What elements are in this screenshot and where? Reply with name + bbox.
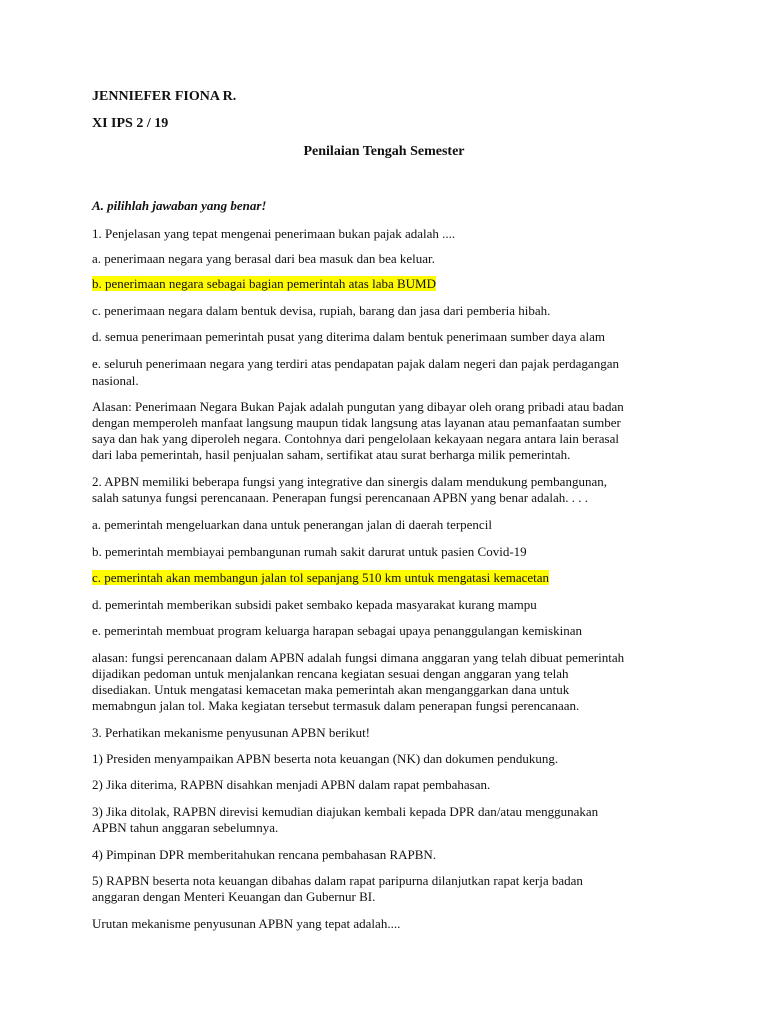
q2-reason-line1: alasan: fungsi perencanaan dalam APBN adalah fungsi dimana anggaran yang telah dibuat pemerintah <box>92 650 625 665</box>
q1-option-e-line2: nasional. <box>92 373 139 388</box>
q1-reason-line3: saya dan hak yang diperoleh negara. Contohnya dari pengelolaan kekayaan negara antara lain berasal <box>92 431 619 446</box>
q3-statement-4: 4) Pimpinan DPR memberitahukan rencana pembahasan RAPBN. <box>92 847 437 862</box>
q1-option-b <box>92 276 682 292</box>
q2-reason-line3: disediakan. Untuk mengatasi kemacetan maka pemerintah akan menganggarkan dana untuk <box>92 682 570 697</box>
student-class: XI IPS 2 / 19 <box>92 116 169 131</box>
q1-option-d: d. semua penerimaan pemerintah pusat yang diterima dalam bentuk penerimaan sumber daya alam <box>92 329 605 344</box>
question-3: 3. Perhatikan mekanisme penyusunan APBN berikut! <box>92 725 371 740</box>
q3-statement-5-line2: anggaran dengan Menteri Keuangan dan Gubernur BI. <box>92 889 376 904</box>
q2-option-b: b. pemerintah membiayai pembangunan rumah sakit darurat untuk pasien Covid-19 <box>92 544 527 559</box>
q3-statement-1: 1) Presiden menyampaikan APBN beserta nota keuangan (NK) dan dokumen pendukung. <box>92 751 559 766</box>
q3-statement-3-line1: 3) Jika ditolak, RAPBN direvisi kemudian diajukan kembali kepada DPR dan/atau menggunakan <box>92 804 599 819</box>
q1-reason-line1: Alasan: Penerimaan Negara Bukan Pajak adalah pungutan yang dibayar oleh orang pribadi atau badan <box>92 399 624 414</box>
student-name: JENNIEFER FIONA R. <box>92 89 237 104</box>
q2-reason-line2: dijadikan pedoman untuk menjalankan rencana kegiatan sesuai dengan anggaran yang telah <box>92 666 569 681</box>
section-instruction: A. pilihlah jawaban yang benar! <box>92 198 267 213</box>
question-2-line2: salah satunya fungsi perencanaan. Penerapan fungsi perencanaan APBN yang benar adalah. . . . <box>92 490 588 505</box>
q2-option-c-highlight: c. pemerintah akan membangun jalan tol sepanjang 510 km untuk mengatasi kemacetan <box>92 570 550 585</box>
page-title: Penilaian Tengah Semester <box>303 144 465 159</box>
q1-reason-line4: dari laba pemerintah, hasil penjualan saham, sertifikat atau surat berharga milik pemerintah. <box>92 447 571 462</box>
q2-option-d: d. pemerintah memberikan subsidi paket sembako kepada masyarakat kurang mampu <box>92 597 537 612</box>
q2-option-e: e. pemerintah membuat program keluarga harapan sebagai upaya penanggulangan kemiskinan <box>92 623 582 638</box>
q3-statement-5-line1: 5) RAPBN beserta nota keuangan dibahas dalam rapat paripurna dilanjutkan rapat kerja badan <box>92 873 583 888</box>
q2-option-a: a. pemerintah mengeluarkan dana untuk penerangan jalan di daerah terpencil <box>92 517 492 532</box>
q1-reason-line2: dengan memperoleh manfaat langsung maupun tidak langsung atas layanan atau pemanfaatan sumber <box>92 415 621 430</box>
q1-option-c: c. penerimaan negara dalam bentuk devisa, rupiah, barang dan jasa dari pemberia hibah. <box>92 303 551 318</box>
q1-option-e-line1: e. seluruh penerimaan negara yang terdiri atas pendapatan pajak dalam negeri dan pajak perdagangan <box>92 356 619 371</box>
question-2-line1: 2. APBN memiliki beberapa fungsi yang integrative dan sinergis dalam mendukung pembangunan, <box>92 474 607 489</box>
question-1: 1. Penjelasan yang tepat mengenai penerimaan bukan pajak adalah .... <box>92 226 456 241</box>
q1-option-a: a. penerimaan negara yang berasal dari bea masuk dan bea keluar. <box>92 251 435 266</box>
q2-option-c <box>92 570 682 586</box>
q2-reason-line4: memabngun jalan tol. Maka kegiatan tersebut termasuk dalam penerapan fungsi perencanaan. <box>92 698 580 713</box>
q3-statement-3-line2: APBN tahun anggaran sebelumnya. <box>92 820 279 835</box>
q3-statement-2: 2) Jika diterima, RAPBN disahkan menjadi APBN dalam rapat pembahasan. <box>92 777 491 792</box>
q3-closing: Urutan mekanisme penyusunan APBN yang tepat adalah.... <box>92 916 401 931</box>
q1-option-b-highlight: b. penerimaan negara sebagai bagian pemerintah atas laba BUMD <box>92 276 436 291</box>
